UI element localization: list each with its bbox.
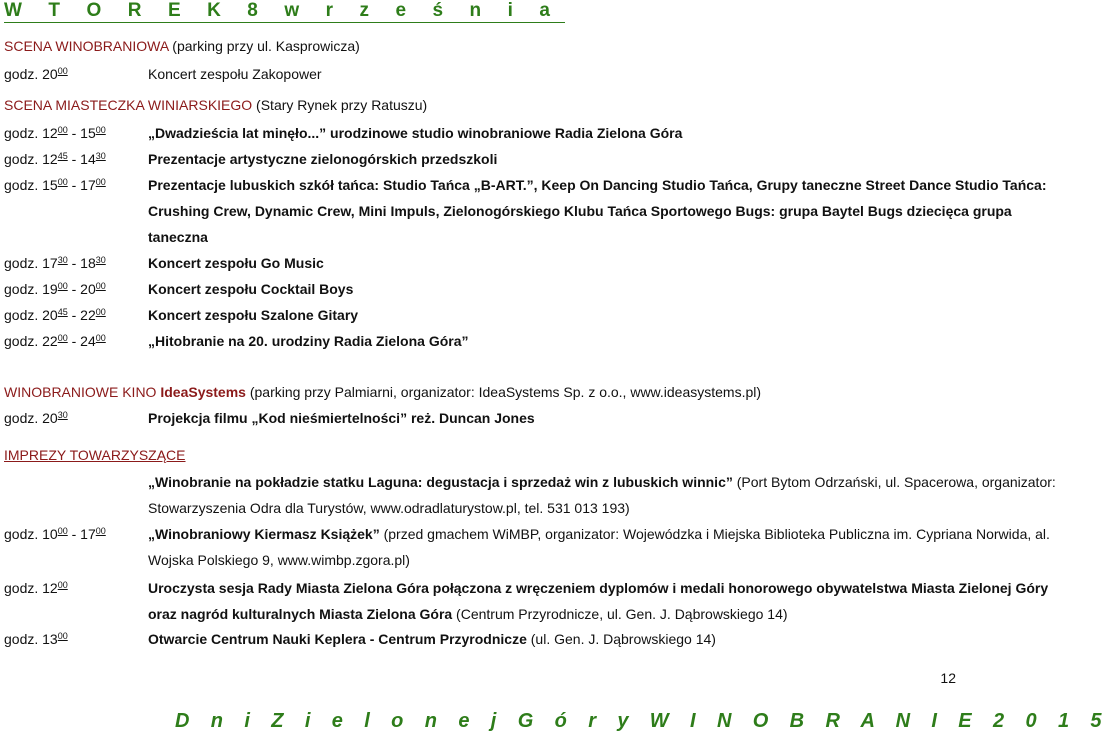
event-time: godz. $20^{00}$ xyxy=(4,66,68,82)
venue-name: SCENA WINOBRANIOWA xyxy=(4,38,169,54)
event-description: Uroczysta sesja Rady Miasta Zielona Góra połączona z wręczeniem dyplomów i medali honorowego obywatelstwa Miasta Zielonej Góry xyxy=(148,580,1049,596)
venue-heading-miasteczko xyxy=(4,97,427,113)
page-number: 12 xyxy=(940,670,956,686)
event-time: godz. $12^{00} - 15^{00}$ xyxy=(4,125,106,141)
venue-note: (Stary Rynek przy Ratuszu) xyxy=(252,97,428,113)
venue-heading-winobraniowa xyxy=(4,38,360,54)
event-description: Koncert zespołu Cocktail Boys xyxy=(148,281,354,297)
event-time: godz. $20^{45} - 22^{00}$ xyxy=(4,307,106,323)
event-description: „Winobraniowy Kiermasz Książek” (przed gmachem WiMBP, organizator: Wojewódzka i Miejska Biblioteka Publiczna im. Cypriana Norwida, al. xyxy=(148,526,1050,542)
venue-name: IMPREZY TOWARZYSZĄCE xyxy=(4,447,186,463)
venue-brand: IdeaSystems xyxy=(160,384,246,400)
event-description: Wojska Polskiego 9, www.wimbp.zgora.pl) xyxy=(148,552,410,568)
event-time: godz. $22^{00} - 24^{00}$ xyxy=(4,333,106,349)
venue-heading-kino xyxy=(4,384,761,400)
event-description: „Hitobranie na 20. urodziny Radia Zielona Góra” xyxy=(148,333,469,349)
event-description: taneczna xyxy=(148,229,208,245)
venue-note: (parking przy Palmiarni, organizator: IdeaSystems Sp. z o.o., www.ideasystems.pl) xyxy=(245,384,762,400)
event-description: Crushing Crew, Dynamic Crew, Mini Impuls, Zielonogórskiego Klubu Tańca Sportowego Bugs: grupa Baytel Bugs dziecięca grupa xyxy=(148,203,1012,219)
event-description: Otwarcie Centrum Nauki Keplera - Centrum Przyrodnicze (ul. Gen. J. Dąbrowskiego 14) xyxy=(148,631,716,647)
event-time: godz. $19^{00} - 20^{00}$ xyxy=(4,281,106,297)
venue-name: SCENA MIASTECZKA WINIARSKIEGO xyxy=(4,97,253,113)
event-description: Koncert zespołu Szalone Gitary xyxy=(148,307,359,323)
event-time: godz. $12^{00}$ xyxy=(4,580,68,596)
venue-note: (parking przy ul. Kasprowicza) xyxy=(168,38,360,54)
event-time: godz. $13^{00}$ xyxy=(4,631,68,647)
venue-heading-imprezy xyxy=(4,447,186,463)
event-time: godz. $10^{00} - 17^{00}$ xyxy=(4,526,106,542)
event-description: „Winobranie na pokładzie statku Laguna: degustacja i sprzedaż win z lubuskich winnic” (Port Bytom Odrzański, ul. Spacerowa, organizator: xyxy=(148,474,1056,490)
event-description: „Dwadzieścia lat minęło...” urodzinowe studio winobraniowe Radia Zielona Góra xyxy=(148,125,683,141)
event-description: Prezentacje artystyczne zielonogórskich przedszkoli xyxy=(148,151,498,167)
event-time: godz. $12^{45} - 14^{30}$ xyxy=(4,151,106,167)
venue-name: WINOBRANIOWE KINO xyxy=(4,384,161,400)
event-time: godz. $17^{30} - 18^{30}$ xyxy=(4,255,106,271)
event-description: Stowarzyszenia Odra dla Turystów, www.odradlaturystow.pl, tel. 531 013 193) xyxy=(148,500,630,516)
event-description: Projekcja filmu „Kod nieśmiertelności” reż. Duncan Jones xyxy=(148,410,535,426)
event-description: Koncert zespołu Zakopower xyxy=(148,66,322,82)
day-title: W T O R E K 8 w r z e ś n i a xyxy=(4,0,565,23)
event-description: oraz nagród kulturalnych Miasta Zielona Góra (Centrum Przyrodnicze, ul. Gen. J. Dąbrowskiego 14) xyxy=(148,606,788,622)
event-time: godz. $20^{30}$ xyxy=(4,410,68,426)
event-time: godz. $15^{00} - 17^{00}$ xyxy=(4,177,106,193)
event-description: Prezentacje lubuskich szkół tańca: Studio Tańca „B-ART.”, Keep On Dancing Studio Tańca, Grupy taneczne Street Dance Studio Tańca: xyxy=(148,177,1047,193)
footer-title: D n i Z i e l o n e j G ó r y W I N O B R A N I E 2 0 1 5 xyxy=(175,710,1109,732)
event-description: Koncert zespołu Go Music xyxy=(148,255,324,271)
